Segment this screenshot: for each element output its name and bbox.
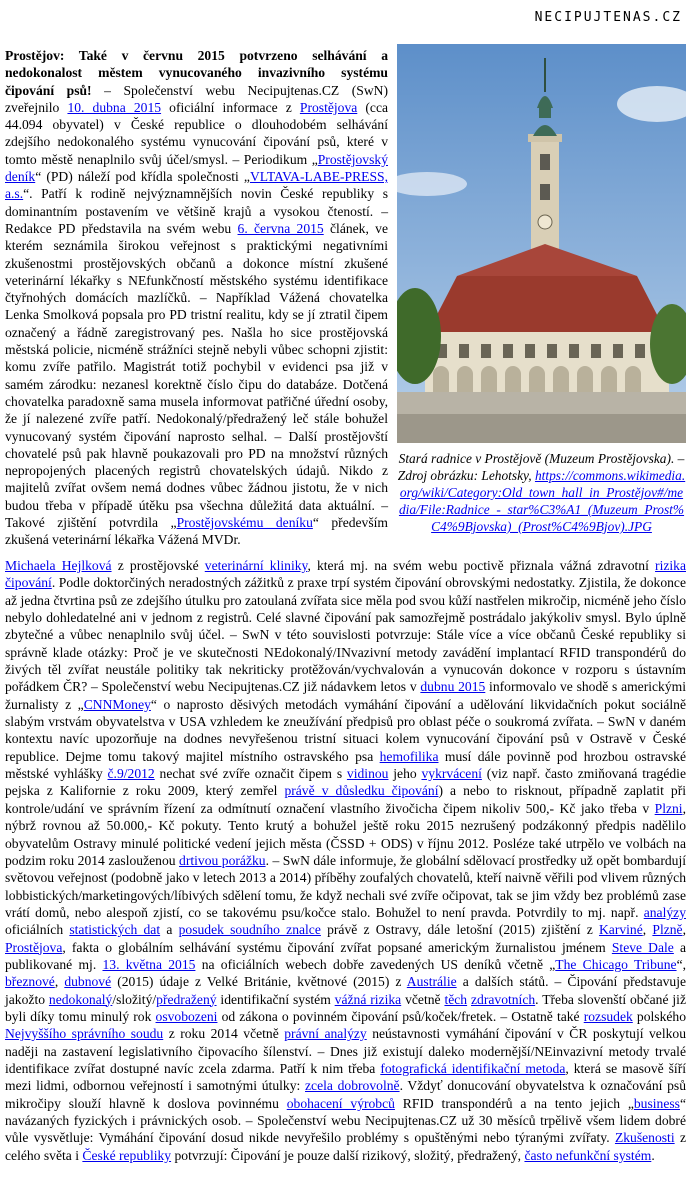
text: RFID transpondérů a na tento jejich „ — [394, 1095, 634, 1111]
link-chicago-tribune[interactable]: The Chicago Tribune — [555, 956, 677, 972]
link-prostejovsky-denik[interactable]: Prostějovský deník — [5, 151, 388, 185]
text: (viz např. často zmiňovaná tragédie pejska z Kalifornie z roku 2009, který zemřel — [5, 766, 686, 799]
link-duben[interactable]: dubnové — [64, 974, 112, 990]
text: , nýbrž rovnou až 50.000,- Kč pokuty. Tento krutý a bohužel ještě roku 2015 nezrušený podzákonný předpis nadělilo obyvatelům Ostravy minulé politické vedení jejich města (ČSSD + ODS) v říjnu 2012. Posléze také utrpělo ve volbách na podzim roku 2014 zaslouženou — [5, 800, 686, 868]
link-april-2015[interactable]: dubnu 2015 — [420, 679, 486, 695]
text: polského — [632, 1008, 687, 1024]
text: . Vždyť donucování obyvatelstva k označování psů mikročipy slouží hlavně k doslova povinnému — [5, 1078, 687, 1111]
text: , která mj. na svém webu poctivě přiznala vážná zdravotní — [307, 558, 656, 573]
text: musí dále povinně pod hrozbou ostravské městské vyhlášky — [5, 748, 686, 782]
link-prostejov[interactable]: Prostějova — [299, 99, 358, 115]
link-vidinou[interactable]: vidinou — [346, 766, 389, 782]
text: . Podle doktorčiných neradostných zážitků z praxe trpí systém čipování obrovskými nedostatky. Zjistila, že dokonce až jedna čtvrtina psů ze zdejšího útulku pro zatoulaná zvířata sice měla pod svou kůží nastřelen mikročip, nicméně jeho číslo nebylo dohledatelné ani v jednom z registrů. Celé slavné čipování pak samozřejmě postrádalo jakýkoliv smysl. Bylo úplně zbytečné a vůbec nenaplnilo svůj účel. – SwN v této souvislosti potvrzuje: Stále více a více občanů České republiky si správně klade otázky: Proč je ve skutečnosti NEdokonalý/INvazivní metody zavádění implantací RFID transpondérů do živých těl zvířat neustále politiky tak nekriticky protěžován/vychvalován a vynucován dokonce v rozporu s ústavním pořádkem ČR? – Společenství webu Necipujtenas.CZ již nádavkem letos v — [5, 575, 686, 695]
link-australia[interactable]: Austrálie — [406, 974, 457, 990]
link-hemofilik[interactable]: hemofilika — [379, 748, 439, 764]
link-decree[interactable]: č.9/2012 — [107, 766, 155, 782]
link-rozsudek[interactable]: rozsudek — [583, 1008, 633, 1024]
link-tech[interactable]: těch — [444, 991, 468, 1007]
text: od zákona o povinném čipování psů/koček/fretek. – Ostatně také — [217, 1008, 584, 1024]
link-voluntary[interactable]: zcela dobrovolně — [305, 1078, 400, 1094]
link-manufacturers[interactable]: obohacení výrobců — [286, 1095, 395, 1111]
text: informovalo ve shodě s americkými žurnalisty z „ — [5, 679, 686, 712]
link-cnnmoney[interactable]: CNNMoney — [83, 696, 151, 712]
text: “ navázaných fyzických i právnických osob. – Společenství webu Necipujtenas.CZ už 30 měsíců trpělivě všem lidem dobré vůle vysvětluje: Vymáhání čipování dosud nikde nevyřešilo problémy s opuštěnými nebo týranými zvířaty. — [5, 1095, 686, 1146]
link-prostejovsky-denik-2[interactable]: Prostějovskému deníku — [176, 515, 313, 531]
link-zdravotnich[interactable]: zdravotních — [471, 991, 536, 1007]
text: – Společenství webu Necipujtenas.CZ (SwN) zveřejnilo — [5, 82, 389, 115]
text: “ o naprosto děsivých metodách vymáhání čipování a udělování likvidačních pokut sociálně slabým vrstvám obyvatelstva v USA vzhledem ke zneužívání předpisů pro oblast péče o soukromá zvířata. – SwN v daném kontextu navíc upozorňuje na dodnes nevyřešenou tristní situaci kolem vynucování čipování psů v Ostravě v České republice. Dejme tomu takový majitel místního ostravského psa — [5, 696, 686, 764]
text: . – SwN dále informuje, že globální sdělovací prostředky už opět bombardují světovou veřejnost (podobně jako v letech 2013 a 2014) příběhy zoufalých chovatelů, kteří naivně věřili pod vlivem různých lobbistických/marketingových/líbivých sdělení tomu, že když nechali své zvíře očipovat, tak se jim vždy bez problémů zase vrátí domů, nebo alespoň zjistí, co se takovému psu/kočce stalo. Bohužel to není pravda. Potvrdily to mj. např. — [5, 852, 686, 920]
text: “, — [676, 956, 686, 972]
text: a dalších států. – Čipování představuje jakožto — [5, 974, 687, 1007]
site-brand: NECIPUJTENAS.CZ — [534, 10, 682, 25]
link-due-to-chipping[interactable]: právě v důsledku čipování — [284, 783, 439, 799]
link-osvobozeni[interactable]: osvobozeni — [155, 1008, 218, 1024]
text: na oficiálních webech dobře zavedených US deníků včetně „ — [195, 956, 556, 972]
link-analyses[interactable]: analýzy — [643, 904, 686, 920]
text: . Třeba slovenští občané již byli díky tomu minulý rok — [5, 991, 686, 1024]
text: právě z Ostravy, dále letošní (2015) zjištění z — [320, 922, 599, 938]
link-predrazeny[interactable]: předražený — [156, 991, 217, 1007]
link-publisher[interactable]: VLTAVA-LABE-PRESS, a.s. — [5, 169, 388, 202]
link-karvina[interactable]: Karviné — [598, 922, 643, 938]
link-chipping-risks[interactable]: rizika čipování — [5, 558, 686, 591]
link-steve-dale[interactable]: Steve Dale — [611, 939, 674, 955]
text: z prostějovské — [111, 558, 205, 573]
link-may-13[interactable]: 13. května 2015 — [102, 956, 196, 972]
text: neústavnosti vymáhání čipování v ČR poskytují velkou naději na zastavení legislativního čipovacího šílenství. – Dnes již existují daleko modernější/NEinvazivní metody trvalé identifikace zvířat dostupné navíc zcela zdarma. Patří k nim třeba — [5, 1026, 687, 1076]
link-legal-analysis[interactable]: právní analýzy — [284, 1026, 367, 1042]
text: oficiální informace z — [161, 99, 300, 115]
link-vazna-rizika[interactable]: vážná rizika — [334, 991, 402, 1007]
text: , fakta o globálním selhávání systému čipování zvířat popsané americkým žurnalistou jménem — [62, 939, 612, 955]
text: /složitý/ — [112, 991, 157, 1007]
caption-source-link[interactable]: https://commons.wikimedia.org/wiki/Category:Old_town_hall_in_Prostějov#/media/File:Radnice_-_star%C3%A1_(Muzeum_Prost%C4%9Bjovska)_(Prost%C4%9Bjov).JPG — [398, 468, 686, 534]
text: “. Patří k rodině nejvýznamnějších novin České republiky s dominantním postavením ve většině krajů a vysokou čteností. – Redakce PD představila na svém webu — [5, 186, 388, 236]
link-date-april[interactable]: 10. dubna 2015 — [67, 99, 162, 115]
link-photo-id-method[interactable]: fotografická identifikační metoda — [380, 1060, 566, 1076]
article-body-full-width — [5, 557, 686, 1164]
link-czech-republic[interactable]: České republiky — [82, 1147, 172, 1163]
link-plzne[interactable]: Plzně — [652, 922, 683, 938]
text: . — [651, 1147, 655, 1163]
link-michaela-hejlkova[interactable]: Michaela Hejlková — [5, 558, 112, 573]
link-date-june[interactable]: 6. června 2015 — [237, 220, 324, 236]
text: , — [54, 974, 65, 990]
text: , která se masově šíří mezi lidmi, odbornou veřejností i samotnými útulky: — [5, 1060, 686, 1094]
text: včetně — [401, 991, 445, 1007]
link-plzen[interactable]: Plzni — [654, 800, 683, 816]
text: nechat své zvíře označit čipem s — [154, 766, 347, 782]
link-vet-clinic[interactable]: veterinární kliniky — [204, 558, 308, 573]
text: identifikační systém — [216, 991, 335, 1007]
link-brezen[interactable]: březnové — [5, 974, 55, 990]
link-zkusenosti[interactable]: Zkušenosti — [614, 1130, 675, 1146]
text: a — [160, 922, 179, 938]
link-defeat[interactable]: drtivou porážku — [179, 852, 266, 868]
link-vykrvaceni[interactable]: vykrvácení — [421, 766, 482, 782]
town-hall-photo — [397, 44, 686, 443]
article-column — [5, 47, 388, 549]
text: , — [682, 922, 686, 938]
link-nedokonaly[interactable]: nedokonalý — [48, 991, 113, 1007]
caption-text: Stará radnice v Prostějově (Muzeum Prostějovska). – Zdroj obrázku: Lehotsky, — [397, 451, 685, 483]
link-often-nonfunctional[interactable]: často nefunkční systém — [524, 1147, 652, 1163]
photo-caption — [397, 450, 686, 535]
text: z roku 2014 včetně — [163, 1026, 285, 1042]
link-business[interactable]: business — [633, 1095, 680, 1111]
text: ) a nebo to risknout, případně zaplatit při kontrole/udání ve správním řízení za odmítnutí označení vlastního živočicha čipem nikoliv 500,- Kč jako třeba v — [5, 783, 686, 816]
text: , — [642, 922, 653, 938]
text: z celého světa i — [5, 1130, 686, 1163]
text: (2015) údaje z Velké Británie, květnové (2015) z — [111, 974, 407, 990]
text: oficiálních — [5, 922, 70, 938]
link-stats[interactable]: statistických dat — [69, 922, 161, 938]
text: potvrzují: Čipování je pouze další rizikový, složitý, předražený, — [171, 1147, 525, 1163]
text: a publikované mj. — [5, 939, 686, 972]
text: “ (PD) náleží pod křídla společnosti „ — [35, 169, 250, 185]
link-supreme-admin-court[interactable]: Nejvyššího správního soudu — [5, 1026, 164, 1042]
article-headline: Prostějov: Také v červnu 2015 potvrzeno selhávání a nedokonalost městem vynucovaného invazivního systému čipování psů! — [5, 48, 388, 98]
link-prostejova[interactable]: Prostějova — [5, 939, 63, 955]
text: článek, ve kterém seznámila širokou veřejnost s praktickými negativními zkušenostmi prostějovských občanů a dokonce místní zkušené veterinární lékařky s NEfunkčností městského systému identifikace čtyřnohých domácích mazlíčků. – Například Vážená chovatelka Lenka Smolková popsala pro PD tristní realitu, kdy se jí ztratil čipem označený a řádně zaregistrovaný pes. Našla ho sice prostějovská městská policie, nicméně strážníci stejně nebyli vůbec schopni zjistit: komu zvíře patřilo. Magistrát totiž pochybil v evidenci psa již v samém zárodku: nezanesl korektně číslo čipu do databáze. Dotčená chovatelka paradoxně sama musela informovat patřičné úřední osoby, že jí nalezené zvíře patří. Nedokonalý/předražený leč stále bohužel vynucovaný systém čipování naprosto selhal. – Další prostějovští chovatelé psů pak hlavně poukazovali pro PD na množství různých nepropojených placených registrů chovatelských údajů. Nikdo z majitelů zvířat ovšem nemá dodnes vůbec žádnou jistotu, že v nich budou třeba v případě útěku psa všechna důležitá data aktuální. – Takové zjištění potvrdila „ — [5, 220, 389, 531]
text: jeho — [388, 766, 422, 782]
text: (cca 44.094 obyvatel) v České republice o dlouhodobém selhávání zdejšího nedokonalého systému vynucování čipování psů, které v tomto městě nenaplnilo svůj účel/smysl. – Periodikum „ — [5, 99, 389, 167]
text: “ především zkušená veterinární lékařka Vážená MVDr. — [5, 515, 388, 548]
link-expert-report[interactable]: posudek soudního znalce — [178, 922, 321, 938]
